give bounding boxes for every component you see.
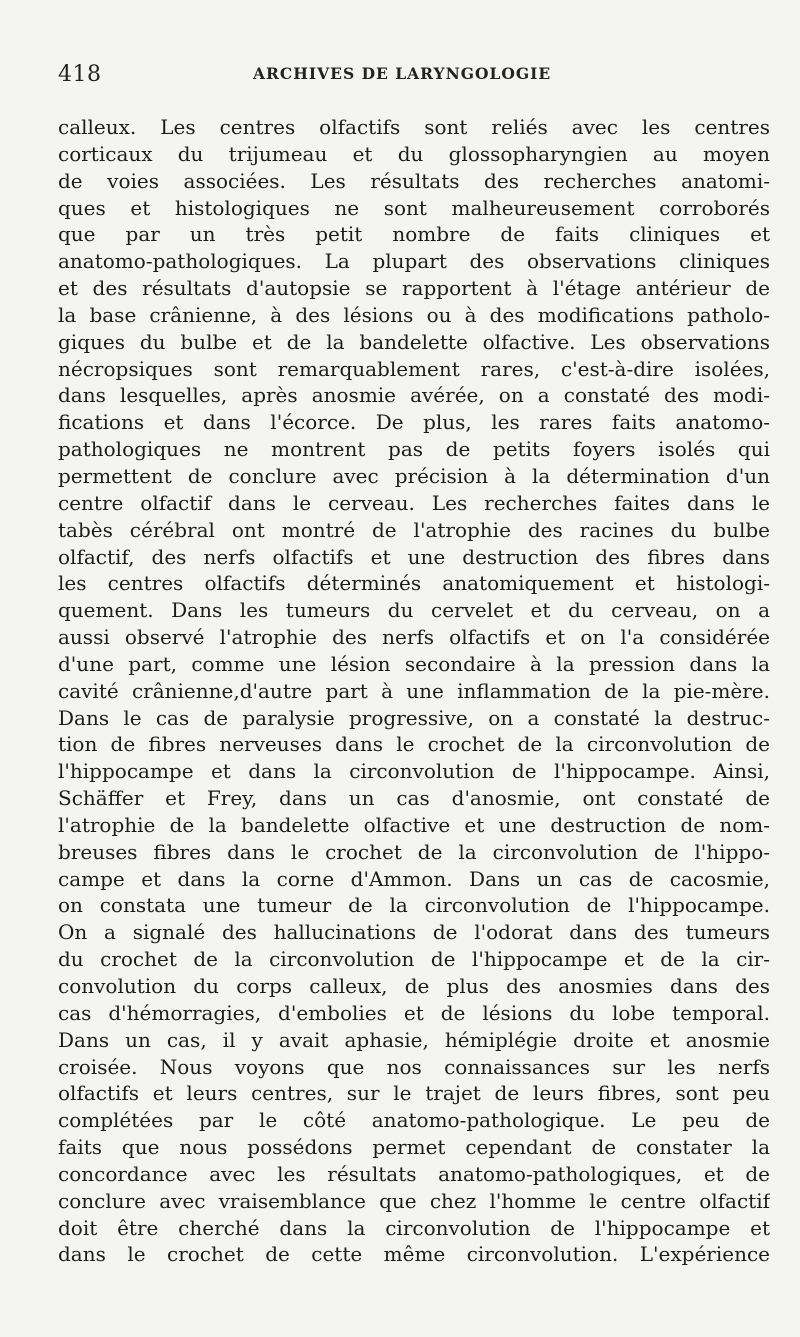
text-line: concordance avec les résultats anatomo-pathologiques, et de: [58, 1161, 770, 1186]
text-line: centre olfactif dans le cerveau. Les recherches faites dans le: [58, 490, 770, 515]
text-line: giques du bulbe et de la bandelette olfactive. Les observations: [58, 329, 770, 354]
text-line: l'atrophie de la bandelette olfactive et une destruction de nom-: [58, 812, 770, 837]
text-line: pathologiques ne montrent pas de petits foyers isolés qui: [58, 437, 770, 462]
text-line: l'hippocampe et dans la circonvolution de l'hippocampe. Ainsi,: [58, 759, 770, 784]
text-line: dans lesquelles, après anosmie avérée, on a constaté des modi-: [58, 383, 770, 408]
text-line: que par un très petit nombre de faits cliniques et: [58, 222, 770, 247]
text-line: cas d'hémorragies, d'embolies et de lésions du lobe temporal.: [58, 1000, 770, 1025]
text-line: anatomo-pathologiques. La plupart des observations cliniques: [58, 249, 770, 274]
text-line: campe et dans la corne d'Ammon. Dans un cas de cacosmie,: [58, 866, 770, 891]
text-line: fications et dans l'écorce. De plus, les rares faits anatomo-: [58, 410, 770, 435]
text-line: quement. Dans les tumeurs du cervelet et du cerveau, on a: [58, 598, 770, 623]
text-line: breuses fibres dans le crochet de la circonvolution de l'hippo-: [58, 839, 770, 864]
text-line: la base crânienne, à des lésions ou à des modifications patholo-: [58, 302, 770, 327]
text-line: tabès cérébral ont montré de l'atrophie des racines du bulbe: [58, 517, 770, 542]
text-line: les centres olfactifs déterminés anatomiquement et histologi-: [58, 571, 770, 596]
text-line: Schäffer et Frey, dans un cas d'anosmie, ont constaté de: [58, 786, 770, 811]
text-line: On a signalé des hallucinations de l'odorat dans des tumeurs: [58, 920, 770, 945]
text-line: doit être cherché dans la circonvolution de l'hippocampe et: [58, 1215, 770, 1240]
text-line: olfactif, des nerfs olfactifs et une destruction des fibres dans: [58, 544, 770, 569]
text-line: tion de fibres nerveuses dans le crochet de la circonvolution de: [58, 732, 770, 757]
text-line: permettent de conclure avec précision à la détermination d'un: [58, 463, 770, 488]
text-line: complétées par le côté anatomo-pathologique. Le peu de: [58, 1108, 770, 1133]
text-line: conclure avec vraisemblance que chez l'homme le centre olfactif: [58, 1188, 770, 1213]
text-line: corticaux du trijumeau et du glossopharyngien au moyen: [58, 141, 770, 166]
text-line: calleux. Les centres olfactifs sont reliés avec les centres: [58, 115, 770, 139]
page-number: 418: [58, 62, 102, 87]
text-line: croisée. Nous voyons que nos connaissances sur les nerfs: [58, 1054, 770, 1079]
text-line: olfactifs et leurs centres, sur le trajet de leurs fibres, sont peu: [58, 1081, 770, 1106]
running-head: ARCHIVES DE LARYNGOLOGIE: [253, 64, 552, 83]
text-line: de voies associées. Les résultats des recherches anatomi-: [58, 168, 770, 193]
text-line: du crochet de la circonvolution de l'hippocampe et de la cir-: [58, 947, 770, 972]
text-line: dans le crochet de cette même circonvolution. L'expérience: [58, 1242, 770, 1267]
text-line: convolution du corps calleux, de plus des anosmies dans des: [58, 974, 770, 998]
text-line: ques et histologiques ne sont malheureusement corroborés: [58, 195, 770, 220]
text-line: aussi observé l'atrophie des nerfs olfactifs et on l'a considérée: [58, 625, 770, 650]
text-line: d'une part, comme une lésion secondaire à la pression dans la: [58, 651, 770, 676]
text-line: et des résultats d'autopsie se rapportent à l'étage antérieur de: [58, 276, 770, 301]
body-text: [58, 114, 770, 1268]
text-line: Dans un cas, il y avait aphasie, hémiplégie droite et anosmie: [58, 1027, 770, 1052]
text-line: Dans le cas de paralysie progressive, on a constaté la destruc-: [58, 705, 770, 730]
text-line: nécropsiques sont remarquablement rares, c'est-à-dire isolées,: [58, 356, 770, 381]
text-line: on constata une tumeur de la circonvolution de l'hippocampe.: [58, 893, 770, 918]
text-line: cavité crânienne,d'autre part à une inflammation de la pie-mère.: [58, 678, 770, 703]
text-line: faits que nous possédons permet cependant de constater la: [58, 1135, 770, 1160]
